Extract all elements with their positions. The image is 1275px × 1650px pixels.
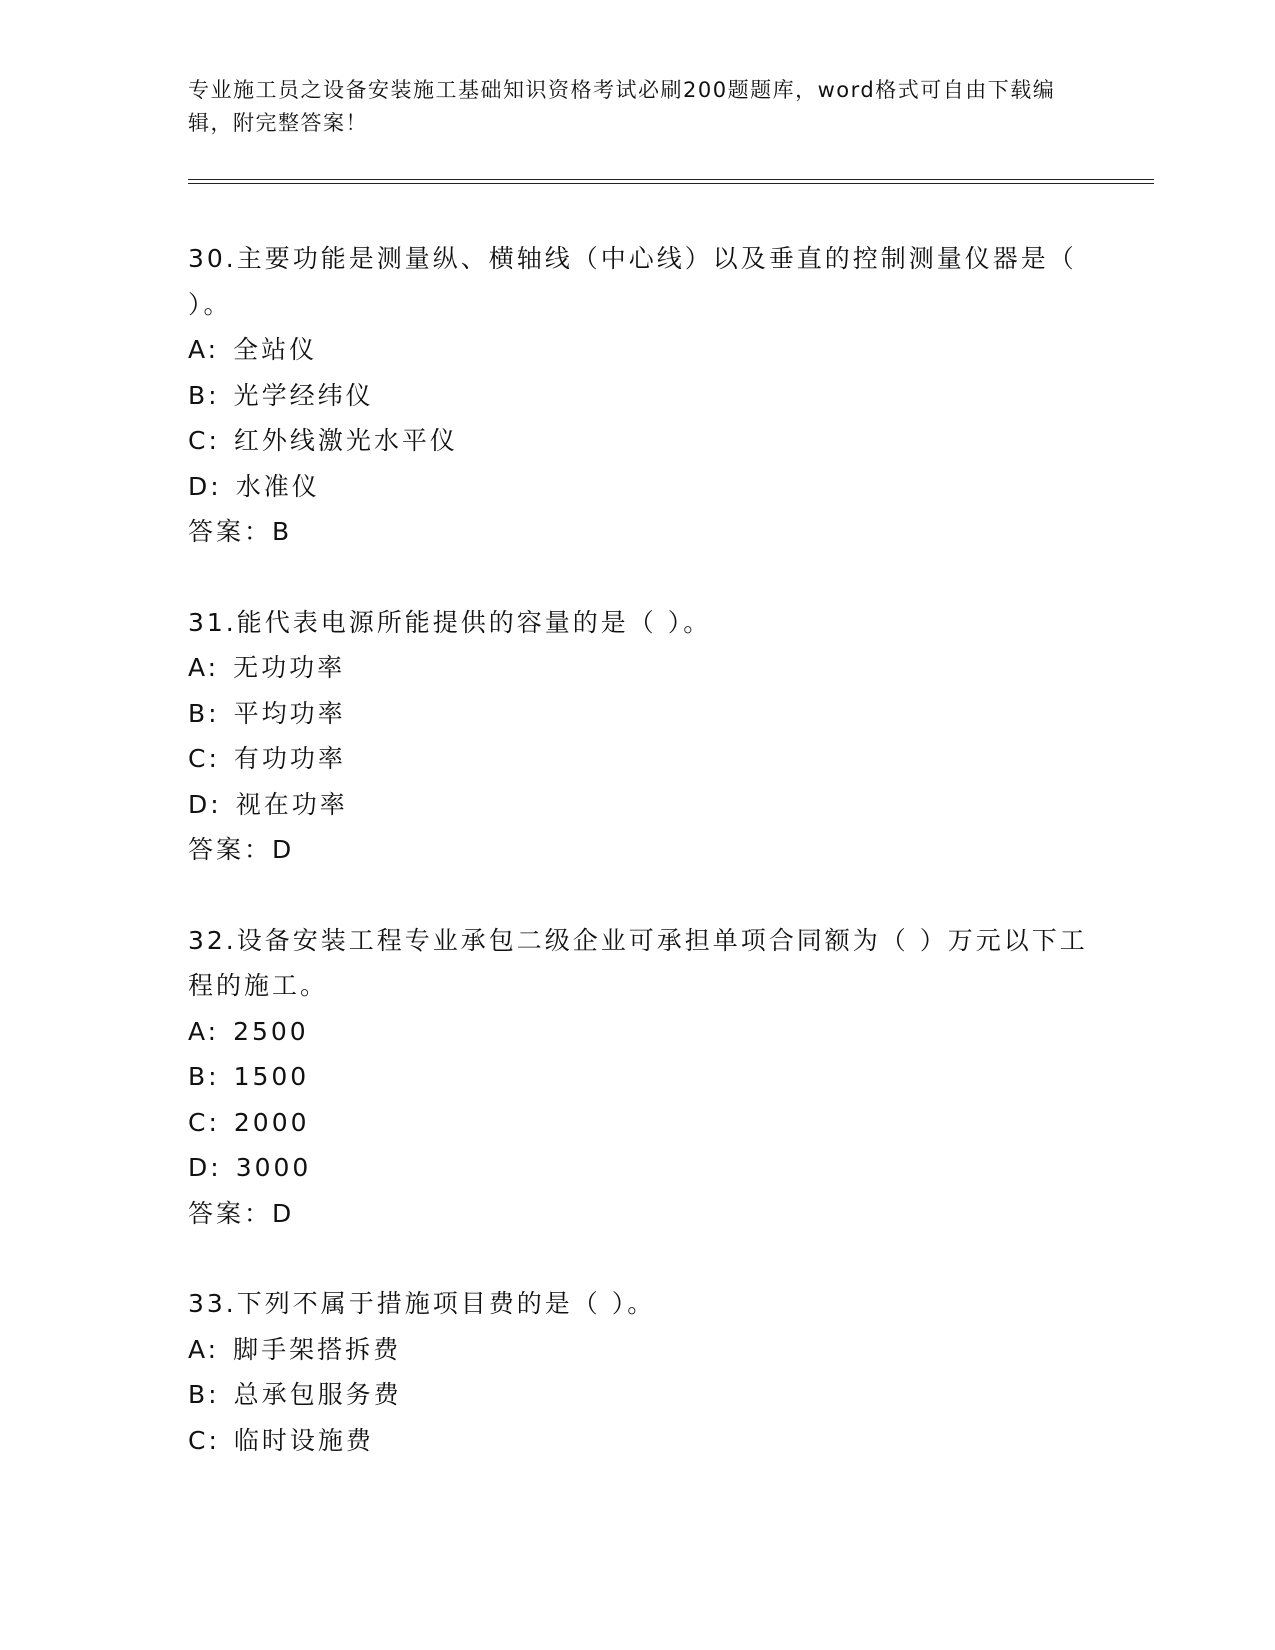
question-31 (188, 600, 1088, 873)
header-rule-bottom (188, 183, 1154, 184)
option-text: 3000 (235, 1153, 312, 1182)
option-letter: B: (188, 1380, 220, 1409)
option-letter: A: (188, 1334, 220, 1364)
answer-line: 答案：D (188, 1198, 295, 1228)
option-letter: D: (188, 471, 222, 501)
option-text: 1500 (233, 1062, 310, 1091)
option-letter: C: (188, 1107, 220, 1137)
option-letter: C: (188, 744, 220, 773)
question-list (188, 236, 1088, 1508)
option-letter: B: (188, 380, 220, 410)
option-letter: B: (188, 698, 220, 728)
document-header: 专业施工员之设备安装施工基础知识资格考试必刷200题题库，word格式可自由下载编辑，附完整答案！ (188, 78, 1056, 135)
option-text: 总承包服务费 (233, 1380, 402, 1409)
header-rule-top (188, 179, 1154, 180)
option-text: 光学经纬仪 (233, 380, 374, 410)
option-a (188, 1009, 1088, 1055)
question-33 (188, 1281, 1088, 1463)
question-32 (188, 918, 1088, 1237)
option-c (188, 418, 1088, 464)
answer-line: 答案：D (188, 835, 295, 864)
option-a (188, 645, 1088, 691)
question-stem: 31.能代表电源所能提供的容量的是（ ）。 (188, 607, 712, 637)
option-text: 视在功率 (235, 789, 348, 819)
option-letter: A: (188, 335, 220, 364)
option-letter: C: (188, 426, 220, 455)
option-c (188, 1418, 1088, 1464)
option-letter: D: (188, 1153, 222, 1182)
question-stem: 32.设备安装工程专业承包二级企业可承担单项合同额为（ ）万元以下工程的施工。 (188, 925, 1088, 1000)
option-text: 有功功率 (233, 744, 346, 773)
option-text: 全站仪 (233, 335, 318, 364)
option-letter: D: (188, 789, 222, 819)
option-text: 无功功率 (233, 653, 346, 682)
option-a (188, 327, 1088, 373)
option-text: 2500 (233, 1016, 309, 1046)
question-stem: 30.主要功能是测量纵、横轴线（中心线）以及垂直的控制测量仪器是（ ）。 (188, 244, 1077, 319)
option-d (188, 464, 1088, 510)
option-text: 临时设施费 (233, 1425, 374, 1455)
option-text: 脚手架搭拆费 (233, 1334, 402, 1364)
option-letter: C: (188, 1425, 220, 1455)
option-c (188, 736, 1088, 782)
option-a (188, 1327, 1088, 1373)
option-text: 红外线激光水平仪 (233, 426, 458, 455)
option-c (188, 1100, 1088, 1146)
option-text: 水准仪 (235, 471, 320, 501)
question-stem: 33.下列不属于措施项目费的是（ ）。 (188, 1289, 656, 1318)
option-b (188, 1372, 1088, 1418)
option-letter: B: (188, 1062, 220, 1091)
question-30 (188, 236, 1088, 555)
option-letter: A: (188, 653, 220, 682)
answer-line: 答案：B (188, 517, 293, 546)
option-letter: A: (188, 1016, 220, 1046)
option-text: 平均功率 (233, 698, 346, 728)
option-b (188, 691, 1088, 737)
option-text: 2000 (233, 1107, 310, 1137)
option-d (188, 1145, 1088, 1191)
option-d (188, 782, 1088, 828)
option-b (188, 373, 1088, 419)
option-b (188, 1054, 1088, 1100)
